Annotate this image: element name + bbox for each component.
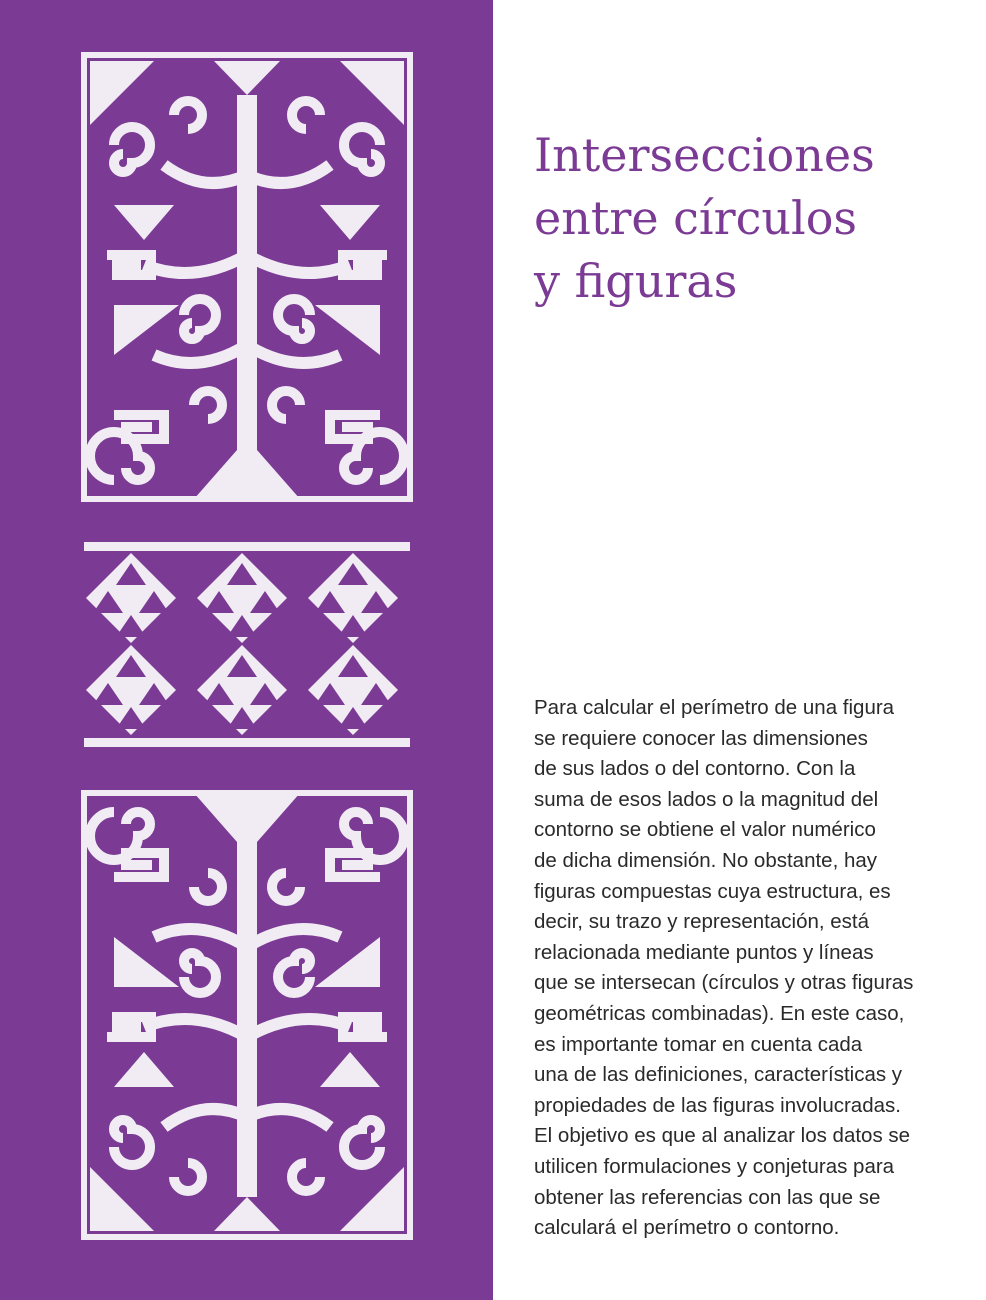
body-line: suma de esos lados o la magnitud del [534,787,879,811]
body-line: de dicha dimensión. No obstante, hay [534,848,878,872]
body-line: figuras compuestas cuya estructura, es [534,879,891,903]
tree-of-life-panel [84,793,410,1237]
body-line: geométricas combinadas). En este caso, [534,1001,905,1025]
body-line: calculará el perímetro o contorno. [534,1216,840,1240]
body-line: una de las definiciones, características y [534,1063,903,1087]
body-line: El objetivo es que al analizar los datos se [534,1124,911,1148]
body-line: relacionada mediante puntos y líneas [534,940,874,964]
tree-of-life-panel [84,55,410,499]
body-line: obtener las referencias con las que se [534,1185,881,1209]
body-line: es importante tomar en cuenta cada [534,1032,863,1056]
title-line: Intersecciones [534,128,875,182]
body-line: Para calcular el perímetro de una figura [534,696,895,719]
title-line: y figuras [534,254,738,308]
body-line: propiedades de las figuras involucradas. [534,1093,901,1117]
diamond-triangle-band [84,542,410,747]
body-line: utilicen formulaciones y conjeturas para [534,1154,895,1178]
body-line: decir, su trazo y representación, está [534,910,870,934]
title-line: entre círculos [534,191,858,245]
body-line: de sus lados o del contorno. Con la [534,757,856,781]
body-line: se requiere conocer las dimensiones [534,726,868,750]
body-paragraph [534,693,974,1244]
page-title [534,124,964,313]
body-line: que se intersecan (círculos y otras figuras [534,971,914,995]
body-line: contorno se obtiene el valor numérico [534,818,876,842]
